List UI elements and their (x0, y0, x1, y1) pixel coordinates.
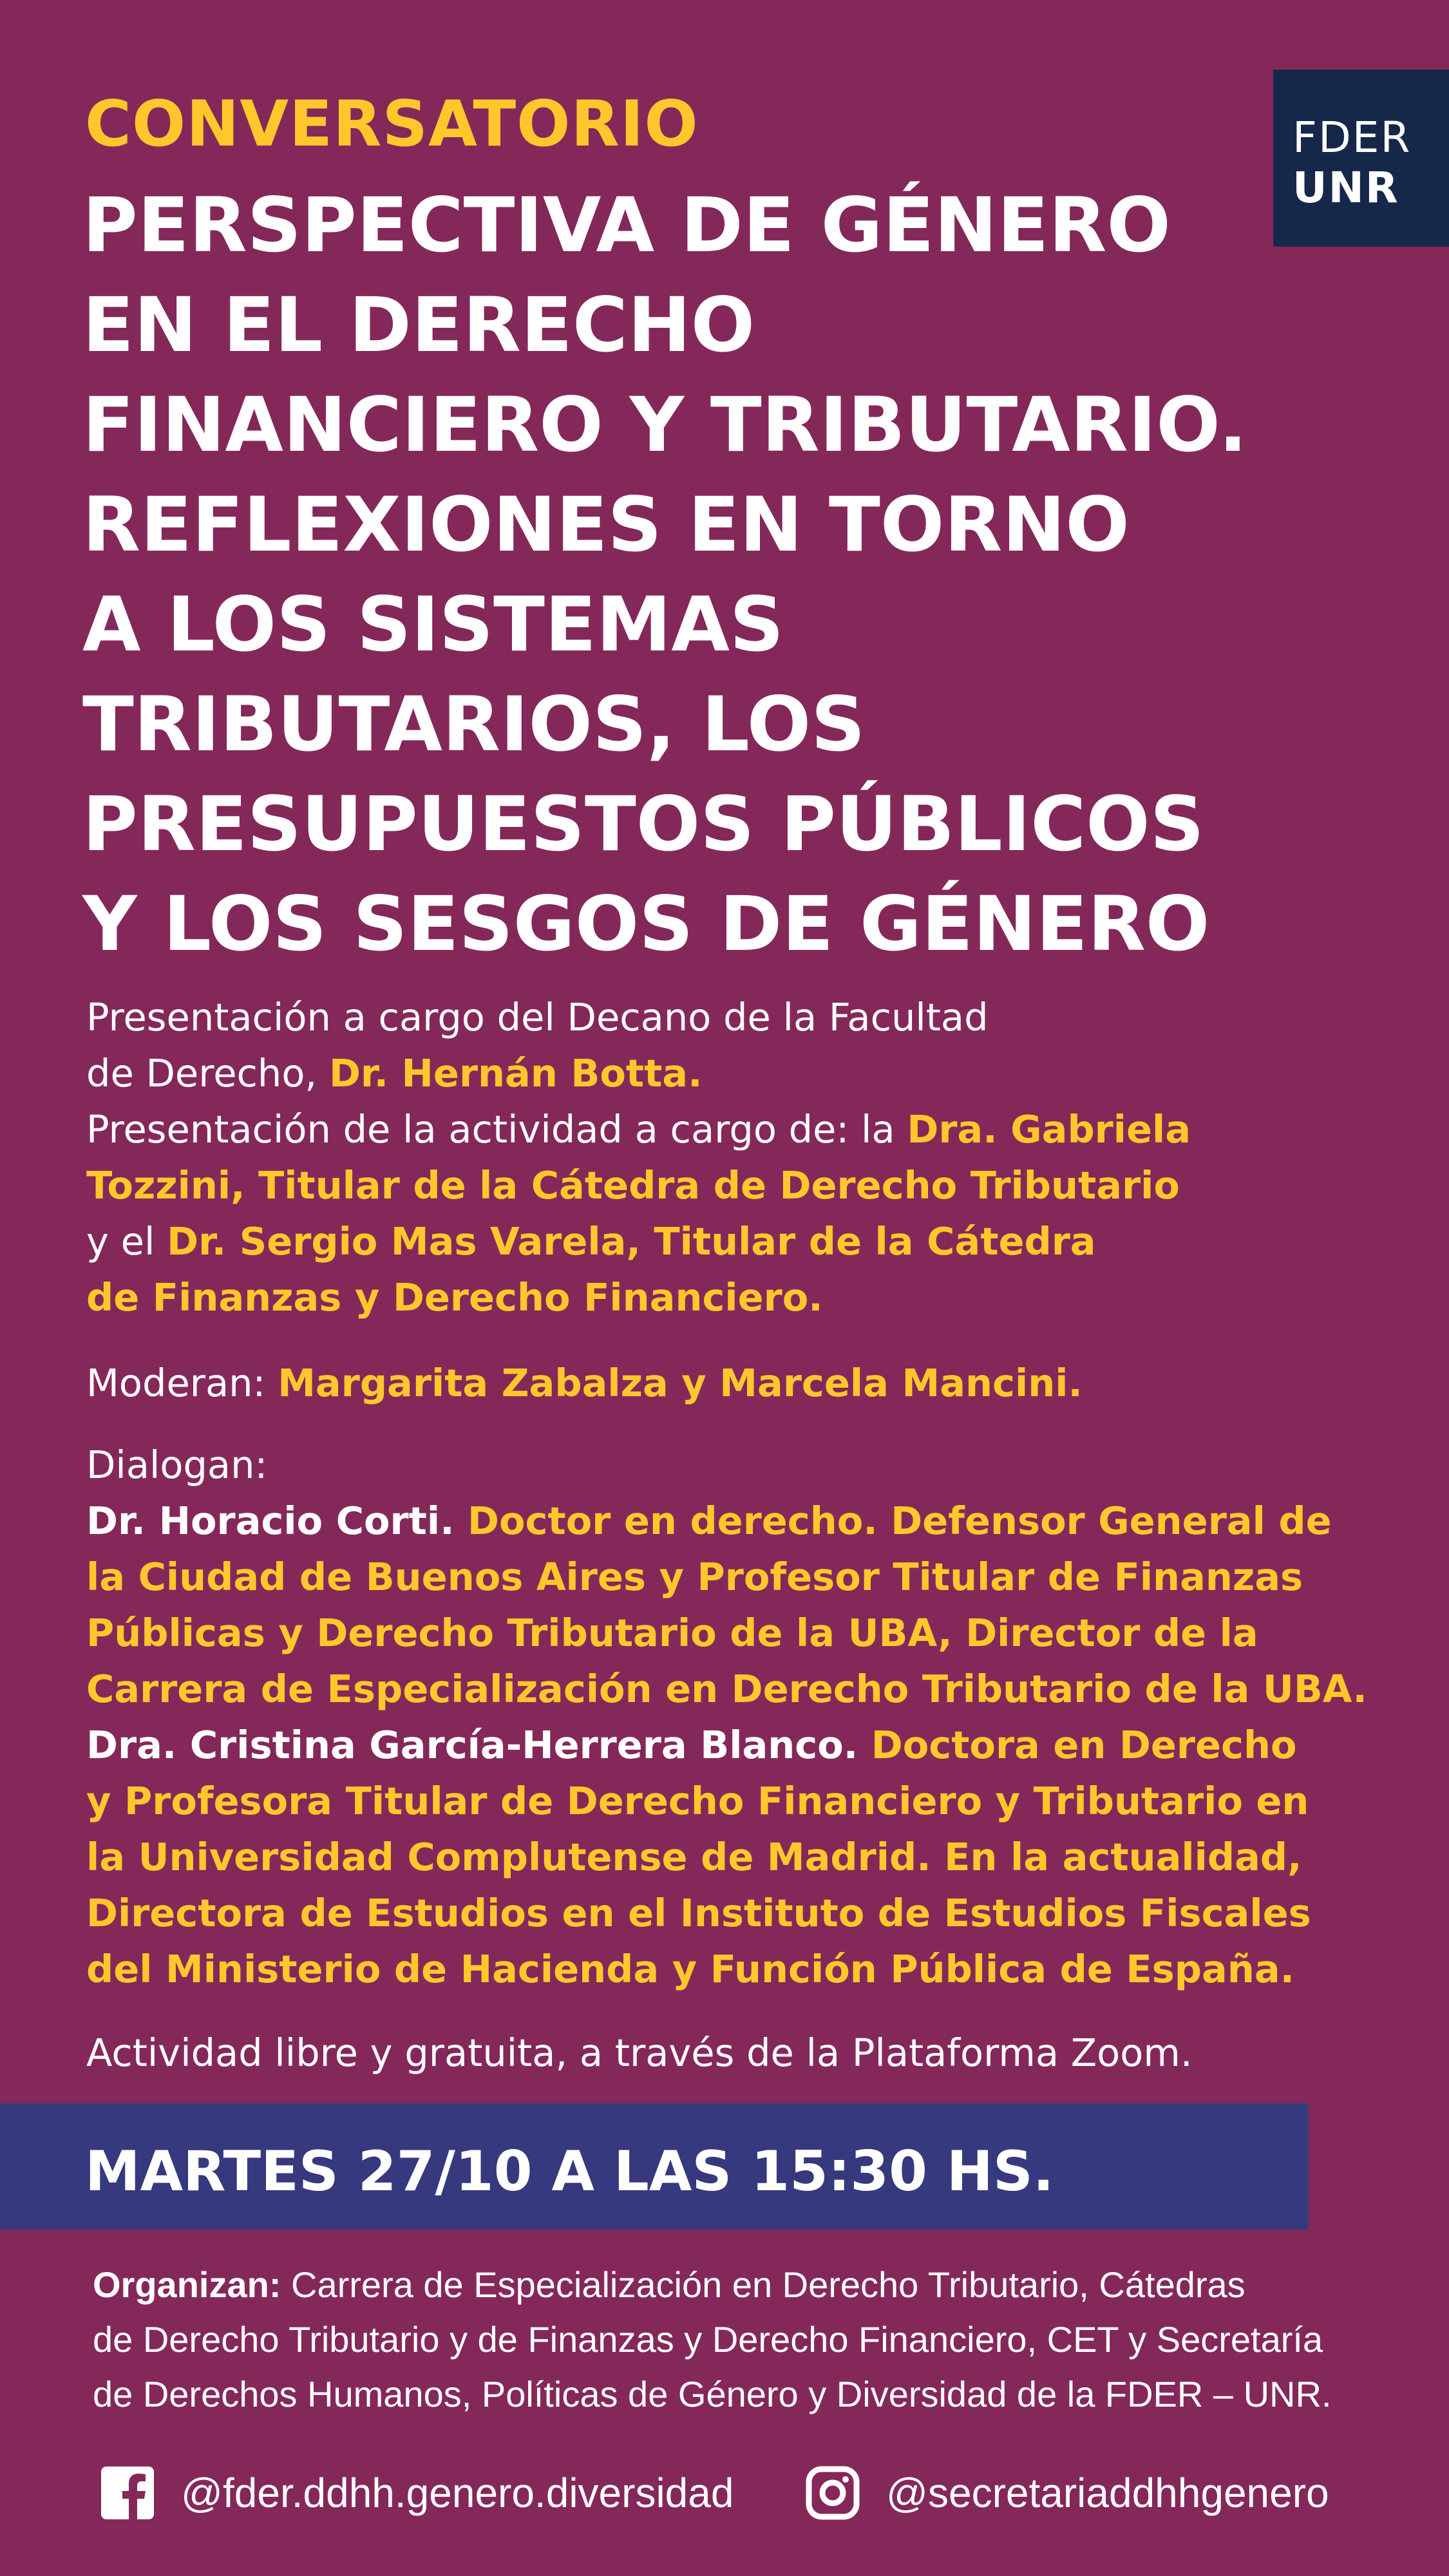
title-line: TRIBUTARIOS, LOS (82, 680, 866, 768)
speakers-block (86, 1437, 1367, 1997)
organizers-line: de Derecho Tributario y de Finanzas y Derecho Financiero, CET y Secretaría (93, 2319, 1323, 2360)
presentation-text: y el (86, 1219, 167, 1264)
moderators (86, 1355, 1310, 1411)
title-line: A LOS SISTEMAS (82, 580, 784, 668)
title-line: PRESUPUESTOS PÚBLICOS (82, 780, 1204, 868)
presentation-line (86, 1101, 1310, 1157)
presenter-name: Dr. Sergio Mas Varela, Titular de la Cátedra (167, 1219, 1096, 1264)
speaker-name: Dra. Cristina García-Herrera Blanco. (86, 1723, 871, 1767)
speaker-bio: y Profesora Titular de Derecho Financiero y Tributario en (86, 1779, 1309, 1823)
speaker-bio: Directora de Estudios en el Instituto de Estudios Fiscales (86, 1891, 1311, 1935)
speaker-bio: Carrera de Especialización en Derecho Tributario de la UBA. (86, 1667, 1367, 1711)
event-title (82, 175, 1306, 974)
speaker-line (86, 1493, 1332, 1549)
moderators-line (86, 1355, 1310, 1411)
organizers-text: Carrera de Especialización en Derecho Tributario, Cátedras (281, 2264, 1245, 2305)
speakers-label: Dialogan: (86, 1443, 268, 1487)
activity-text: Actividad libre y gratuita, a través de la Plataforma Zoom. (86, 2031, 1193, 2075)
speaker-bio: Públicas y Derecho Tributario de la UBA, Director de la (86, 1611, 1258, 1655)
presentation-text: de Derecho, (86, 1051, 329, 1095)
speaker-bio: Doctora en Derecho (871, 1723, 1297, 1767)
presentation-text: Presentación de la actividad a cargo de: la (86, 1107, 907, 1151)
instagram-icon (805, 2465, 860, 2521)
instagram-handle: @secretariaddhhgenero (886, 2470, 1329, 2516)
speaker-name: Dr. Horacio Corti. (86, 1499, 468, 1543)
instagram-link[interactable] (805, 2464, 1329, 2522)
speaker-bio: la Universidad Complutense de Madrid. En la actualidad, (86, 1835, 1302, 1879)
organizers-line: de Derechos Humanos, Políticas de Género y Diversidad de la FDER – UNR. (93, 2374, 1332, 2414)
presentation-block (86, 989, 1310, 1325)
moderators-label: Moderan: (86, 1361, 278, 1405)
organizers-label: Organizan: (93, 2264, 281, 2305)
presentation-line: Tozzini, Titular de la Cátedra de Derecho Tributario (86, 1163, 1180, 1208)
speaker-bio: Doctor en derecho. Defensor General de (468, 1499, 1332, 1543)
logo-line-1: FDER (1293, 113, 1412, 162)
title-line: FINANCIERO Y TRIBUTARIO. (82, 381, 1247, 469)
presenter-name: Dra. Gabriela (907, 1107, 1191, 1151)
title-line: REFLEXIONES EN TORNO (82, 480, 1130, 569)
facebook-handle: @fder.ddhh.genero.diversidad (181, 2470, 734, 2516)
activity-note (86, 2025, 1310, 2081)
presentation-line: de Finanzas y Derecho Financiero. (86, 1275, 823, 1320)
logo-line-2: UNR (1293, 163, 1399, 213)
event-type: CONVERSATORIO (85, 88, 699, 161)
title-line: EN EL DERECHO (82, 281, 755, 369)
title-line: PERSPECTIVA DE GÉNERO (82, 181, 1171, 269)
speaker-bio: del Ministerio de Hacienda y Función Pública de España. (86, 1947, 1295, 1991)
organizers-line (93, 2257, 1419, 2312)
speaker-line (86, 1717, 1310, 1773)
presentation-line: Presentación a cargo del Decano de la Facultad (86, 995, 989, 1039)
title-line: Y LOS SESGOS DE GÉNERO (82, 880, 1210, 968)
date-banner (0, 2103, 1309, 2230)
facebook-icon (100, 2465, 155, 2521)
presentation-line (86, 1045, 1310, 1101)
dean-name: Dr. Hernán Botta. (328, 1051, 703, 1095)
facebook-link[interactable] (100, 2464, 734, 2522)
speaker-bio: la Ciudad de Buenos Aires y Profesor Titular de Finanzas (86, 1555, 1303, 1599)
moderators-names: Margarita Zabalza y Marcela Mancini. (278, 1361, 1083, 1405)
organizers (93, 2257, 1419, 2421)
presentation-line (86, 1213, 1310, 1269)
event-date: MARTES 27/10 A LAS 15:30 HS. (85, 2139, 1054, 2204)
